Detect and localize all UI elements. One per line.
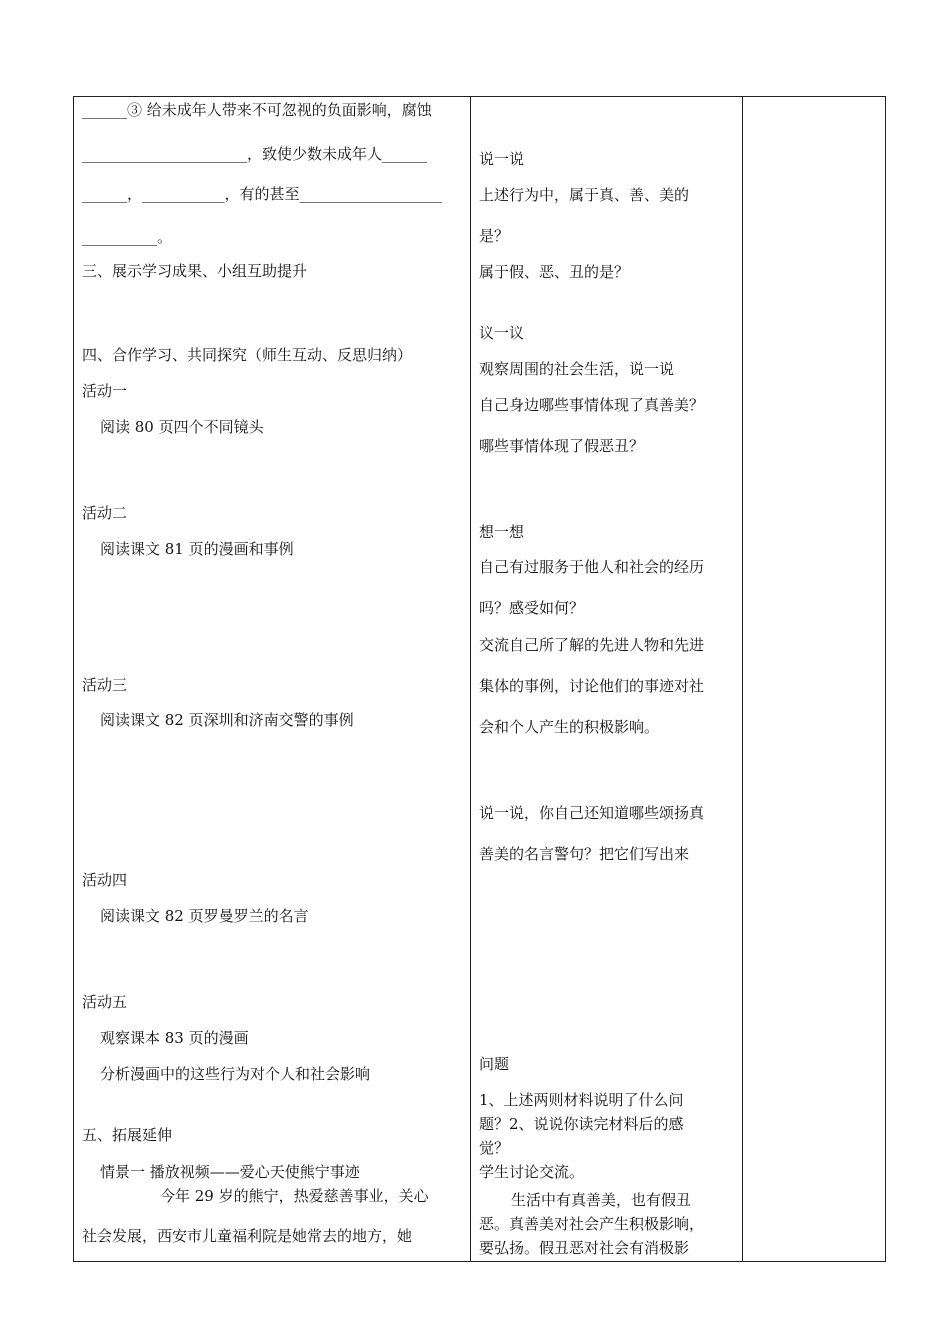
question-line-1: 1、上述两则材料说明了什么问 bbox=[479, 1091, 684, 1109]
summary-line-1: 生活中有真善美，也有假丑 bbox=[511, 1191, 692, 1209]
summary-line-3: 要弘扬。假丑恶对社会有消极影 bbox=[479, 1239, 690, 1257]
scene-1-paragraph-line-1: 今年 29 岁的熊宁，热爱慈善事业，关心 bbox=[160, 1187, 429, 1205]
say-1-question-2: 属于假、恶、丑的是？ bbox=[479, 263, 630, 281]
think-line-1: 自己有过服务于他人和社会的经历 bbox=[479, 558, 705, 576]
think-line-5: 会和个人产生的积极影响。 bbox=[479, 718, 660, 736]
discuss-line-1: 观察周围的社会生活，说一说 bbox=[479, 360, 675, 378]
say-1-question-1a: 上述行为中，属于真、善、美的 bbox=[479, 186, 690, 204]
activity-5-title: 活动五 bbox=[82, 993, 128, 1011]
activity-4-title: 活动四 bbox=[82, 871, 128, 889]
question-line-2: 题？2、说说你读完材料后的感 bbox=[479, 1115, 684, 1133]
say-1-question-1b: 是？ bbox=[479, 227, 510, 245]
say-2-line-1: 说一说，你自己还知道哪些颂扬真 bbox=[479, 804, 705, 822]
activity-4-text: 阅读课文 82 页罗曼罗兰的名言 bbox=[100, 907, 309, 925]
section-3-heading: 三、展示学习成果、小组互助提升 bbox=[82, 262, 308, 280]
activity-1-text: 阅读 80 页四个不同镜头 bbox=[100, 418, 264, 436]
fill-blank-line-3: ______，___________，有的甚至___________________ bbox=[82, 185, 443, 203]
fill-blank-line-2: ______________________，致使少数未成年人______ bbox=[82, 145, 428, 163]
discuss-title: 议一议 bbox=[479, 324, 525, 342]
activity-3-text: 阅读课文 82 页深圳和济南交警的事例 bbox=[100, 711, 354, 729]
column-divider-2 bbox=[742, 97, 743, 1261]
column-divider-1 bbox=[470, 97, 471, 1261]
say-2-line-2: 善美的名言警句？把它们写出来 bbox=[479, 845, 690, 863]
fill-blank-line-4: __________。 bbox=[82, 228, 173, 246]
think-line-3: 交流自己所了解的先进人物和先进 bbox=[479, 636, 705, 654]
question-line-4: 学生讨论交流。 bbox=[479, 1163, 585, 1181]
section-4-heading: 四、合作学习、共同探究（师生互动、反思归纳） bbox=[82, 346, 413, 364]
scene-1-paragraph-line-2: 社会发展，西安市儿童福利院是她常去的地方，她 bbox=[82, 1227, 413, 1245]
section-5-heading: 五、拓展延伸 bbox=[82, 1126, 173, 1144]
fill-blank-line-1: ______③ 给未成年人带来不可忽视的负面影响，腐蚀 bbox=[82, 101, 432, 119]
activity-5-text-2: 分析漫画中的这些行为对个人和社会影响 bbox=[100, 1065, 371, 1083]
activity-1-title: 活动一 bbox=[82, 382, 128, 400]
summary-line-2: 恶。真善美对社会产生积极影响， bbox=[479, 1215, 705, 1233]
activity-3-title: 活动三 bbox=[82, 676, 128, 694]
activity-5-text-1: 观察课本 83 页的漫画 bbox=[100, 1029, 249, 1047]
say-1-title: 说一说 bbox=[479, 150, 525, 168]
question-title: 问题 bbox=[479, 1055, 510, 1073]
discuss-line-2: 自己身边哪些事情体现了真善美？ bbox=[479, 396, 705, 414]
think-title: 想一想 bbox=[479, 523, 525, 541]
discuss-line-3: 哪些事情体现了假恶丑？ bbox=[479, 437, 645, 455]
activity-2-text: 阅读课文 81 页的漫画和事例 bbox=[100, 540, 294, 558]
think-line-4: 集体的事例，讨论他们的事迹对社 bbox=[479, 677, 705, 695]
question-line-3: 觉？ bbox=[479, 1139, 510, 1157]
scene-1-title: 情景一 播放视频——爱心天使熊宁事迹 bbox=[100, 1163, 360, 1181]
think-line-2: 吗？感受如何？ bbox=[479, 599, 585, 617]
activity-2-title: 活动二 bbox=[82, 504, 128, 522]
